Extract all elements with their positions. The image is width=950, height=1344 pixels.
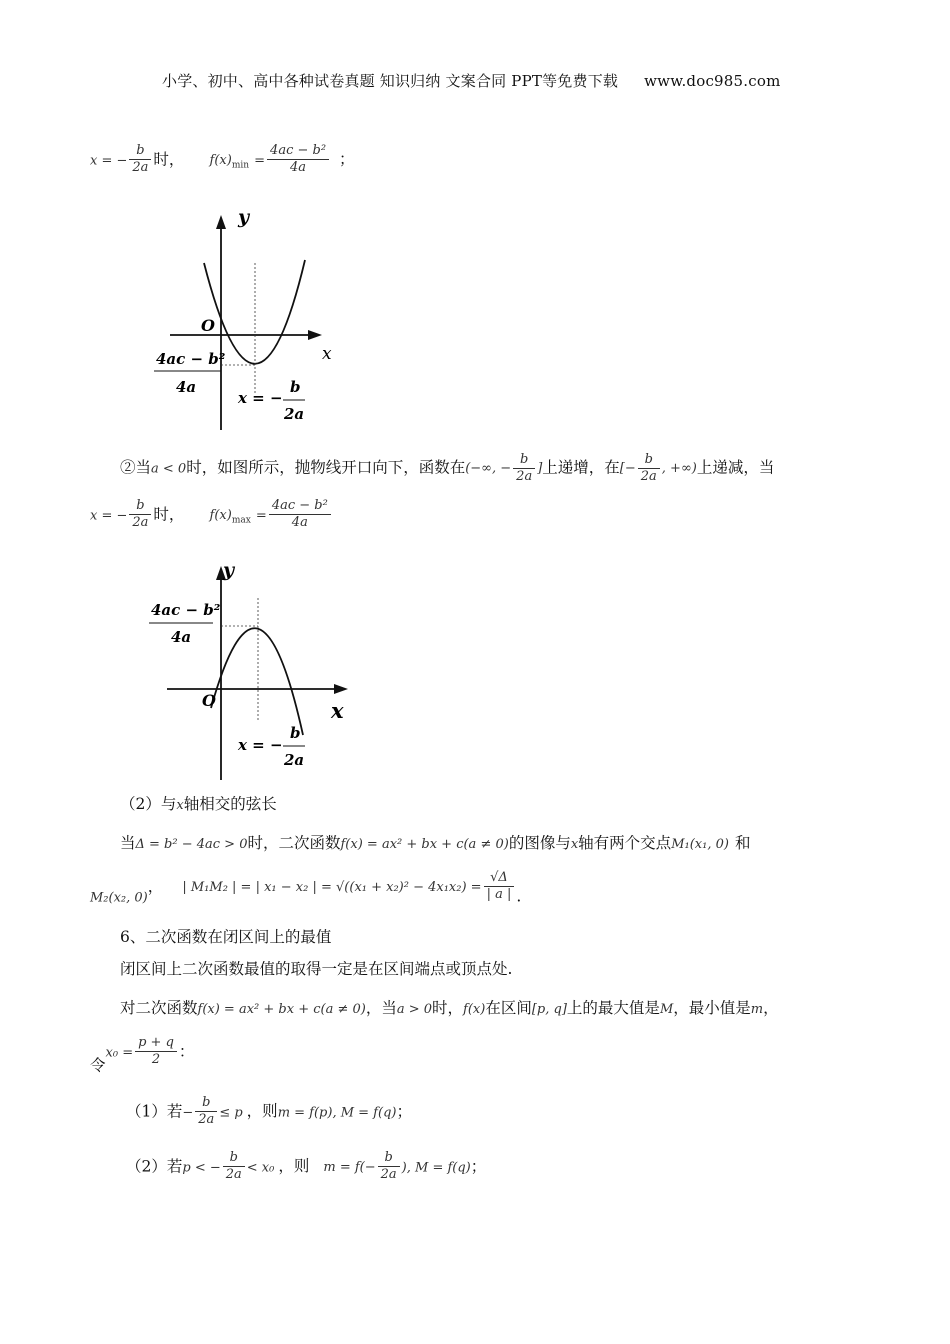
case-a-negative-line: ②当a < 0时，如图所示，抛物线开口向下，函数在(−∞, − $\frac{b}{2a}$ ]上递增，在[− $\frac{b}{2a}$ , +∞)上递减，当 <box>120 452 775 485</box>
x-label: x <box>322 344 332 364</box>
section6-paragraph: 闭区间上二次函数最值的取得一定是在区间端点或顶点处. <box>120 960 513 978</box>
graph-downward-parabola <box>145 560 365 785</box>
frac-min-value: $\frac{\text{4ac − b²}}{4a}$ <box>267 143 329 177</box>
origin-label: O <box>202 691 216 710</box>
interval-decreasing: [− $\frac{b}{2a}$ , +∞) <box>619 452 697 485</box>
max-formula-line: x = − $\frac{b}{2a}$ 时， $f(x)_{max}$ = $\frac{\text{4ac − b²}}{4a}$ <box>90 498 333 532</box>
vertex-x-label: x = − <box>238 389 283 407</box>
vertex-value-denominator: 4a <box>176 378 197 396</box>
y-axis-arrow <box>216 215 226 229</box>
vertex-value-numerator: 4ac − b² <box>151 601 221 619</box>
chord-length-title: （2）与x轴相交的弦长 <box>120 795 277 813</box>
x-axis-arrow <box>334 684 348 694</box>
header-text: 小学、初中、高中各种试卷真题 知识归纳 文案合同 PPT等免费下载 <box>162 72 619 90</box>
parabola-curve <box>211 628 303 735</box>
vertex-x-label: x = − <box>238 736 283 754</box>
page-header <box>162 70 781 91</box>
vertex-x-2a: 2a <box>284 405 305 423</box>
cond-a-lt-0: a < 0 <box>151 461 187 477</box>
y-label: y <box>238 206 250 228</box>
graph-upward-parabola <box>150 205 350 435</box>
y-label: y <box>223 560 235 581</box>
x-axis-arrow <box>308 330 322 340</box>
section6-definition-line: 对二次函数f(x) = ax² + bx + c(a ≠ 0)，当a > 0时，f(x)在区间[p, q]上的最大值是M，最小值是m， <box>120 999 779 1017</box>
frac-b-2a: $\frac{b}{2a}$ <box>129 143 151 177</box>
case-2-line: （2）若p < − $\frac{b}{2a}$ < x₀ ，则 m = f(− $\frac{b}{2a}$ ), M = f(q)； <box>126 1150 487 1183</box>
x-equals: x = − <box>90 153 128 169</box>
case-1-line: （1）若− $\frac{b}{2a}$ ≤ p ，则m = f(p), M = f(q)； <box>126 1095 412 1128</box>
origin-label: O <box>201 316 215 335</box>
frac-max-value: $\frac{\text{4ac − b²}}{4a}$ <box>269 498 331 532</box>
x0-definition-line: 令x₀ = $\frac{p + q}{2}$ ： <box>90 1035 195 1075</box>
chord-condition-line: 当Δ = b² − 4ac > 0时，二次函数f(x) = ax² + bx + c(a ≠ 0)的图像与x轴有两个交点M₁(x₁, 0) 和 <box>120 834 751 852</box>
section6-title: 6、二次函数在闭区间上的最值 <box>120 928 332 946</box>
min-formula-line: x = − $\frac{b}{2a}$ 时， $f(x)_{min}$ = $\frac{\text{4ac − b²}}{4a}$ ； <box>90 143 355 176</box>
vertex-x-b: b <box>290 724 301 742</box>
vertex-value-denominator: 4a <box>171 628 192 646</box>
x-label: x <box>331 698 344 723</box>
vertex-x-2a: 2a <box>284 751 305 769</box>
chord-formula-line: $_{M_2(x_2, 0)}$， | M₁M₂ | = | x₁ − x₂ | = √((x₁ + x₂)² − 4x₁x₂) = $\frac{√\Delta}{| a |}$ . <box>90 870 522 906</box>
vertex-x-b: b <box>290 378 301 396</box>
parabola-curve <box>204 260 305 364</box>
when-text: 时， <box>153 150 185 169</box>
f-max: $f(x)_{max}$ <box>209 508 251 526</box>
f-min: $f(x)_{min}$ <box>209 153 250 171</box>
header-site-link[interactable]: www.doc985.com <box>644 72 781 90</box>
interval-increasing: (−∞, − $\frac{b}{2a}$ ] <box>465 452 543 485</box>
vertex-value-numerator: 4ac − b² <box>156 350 226 368</box>
